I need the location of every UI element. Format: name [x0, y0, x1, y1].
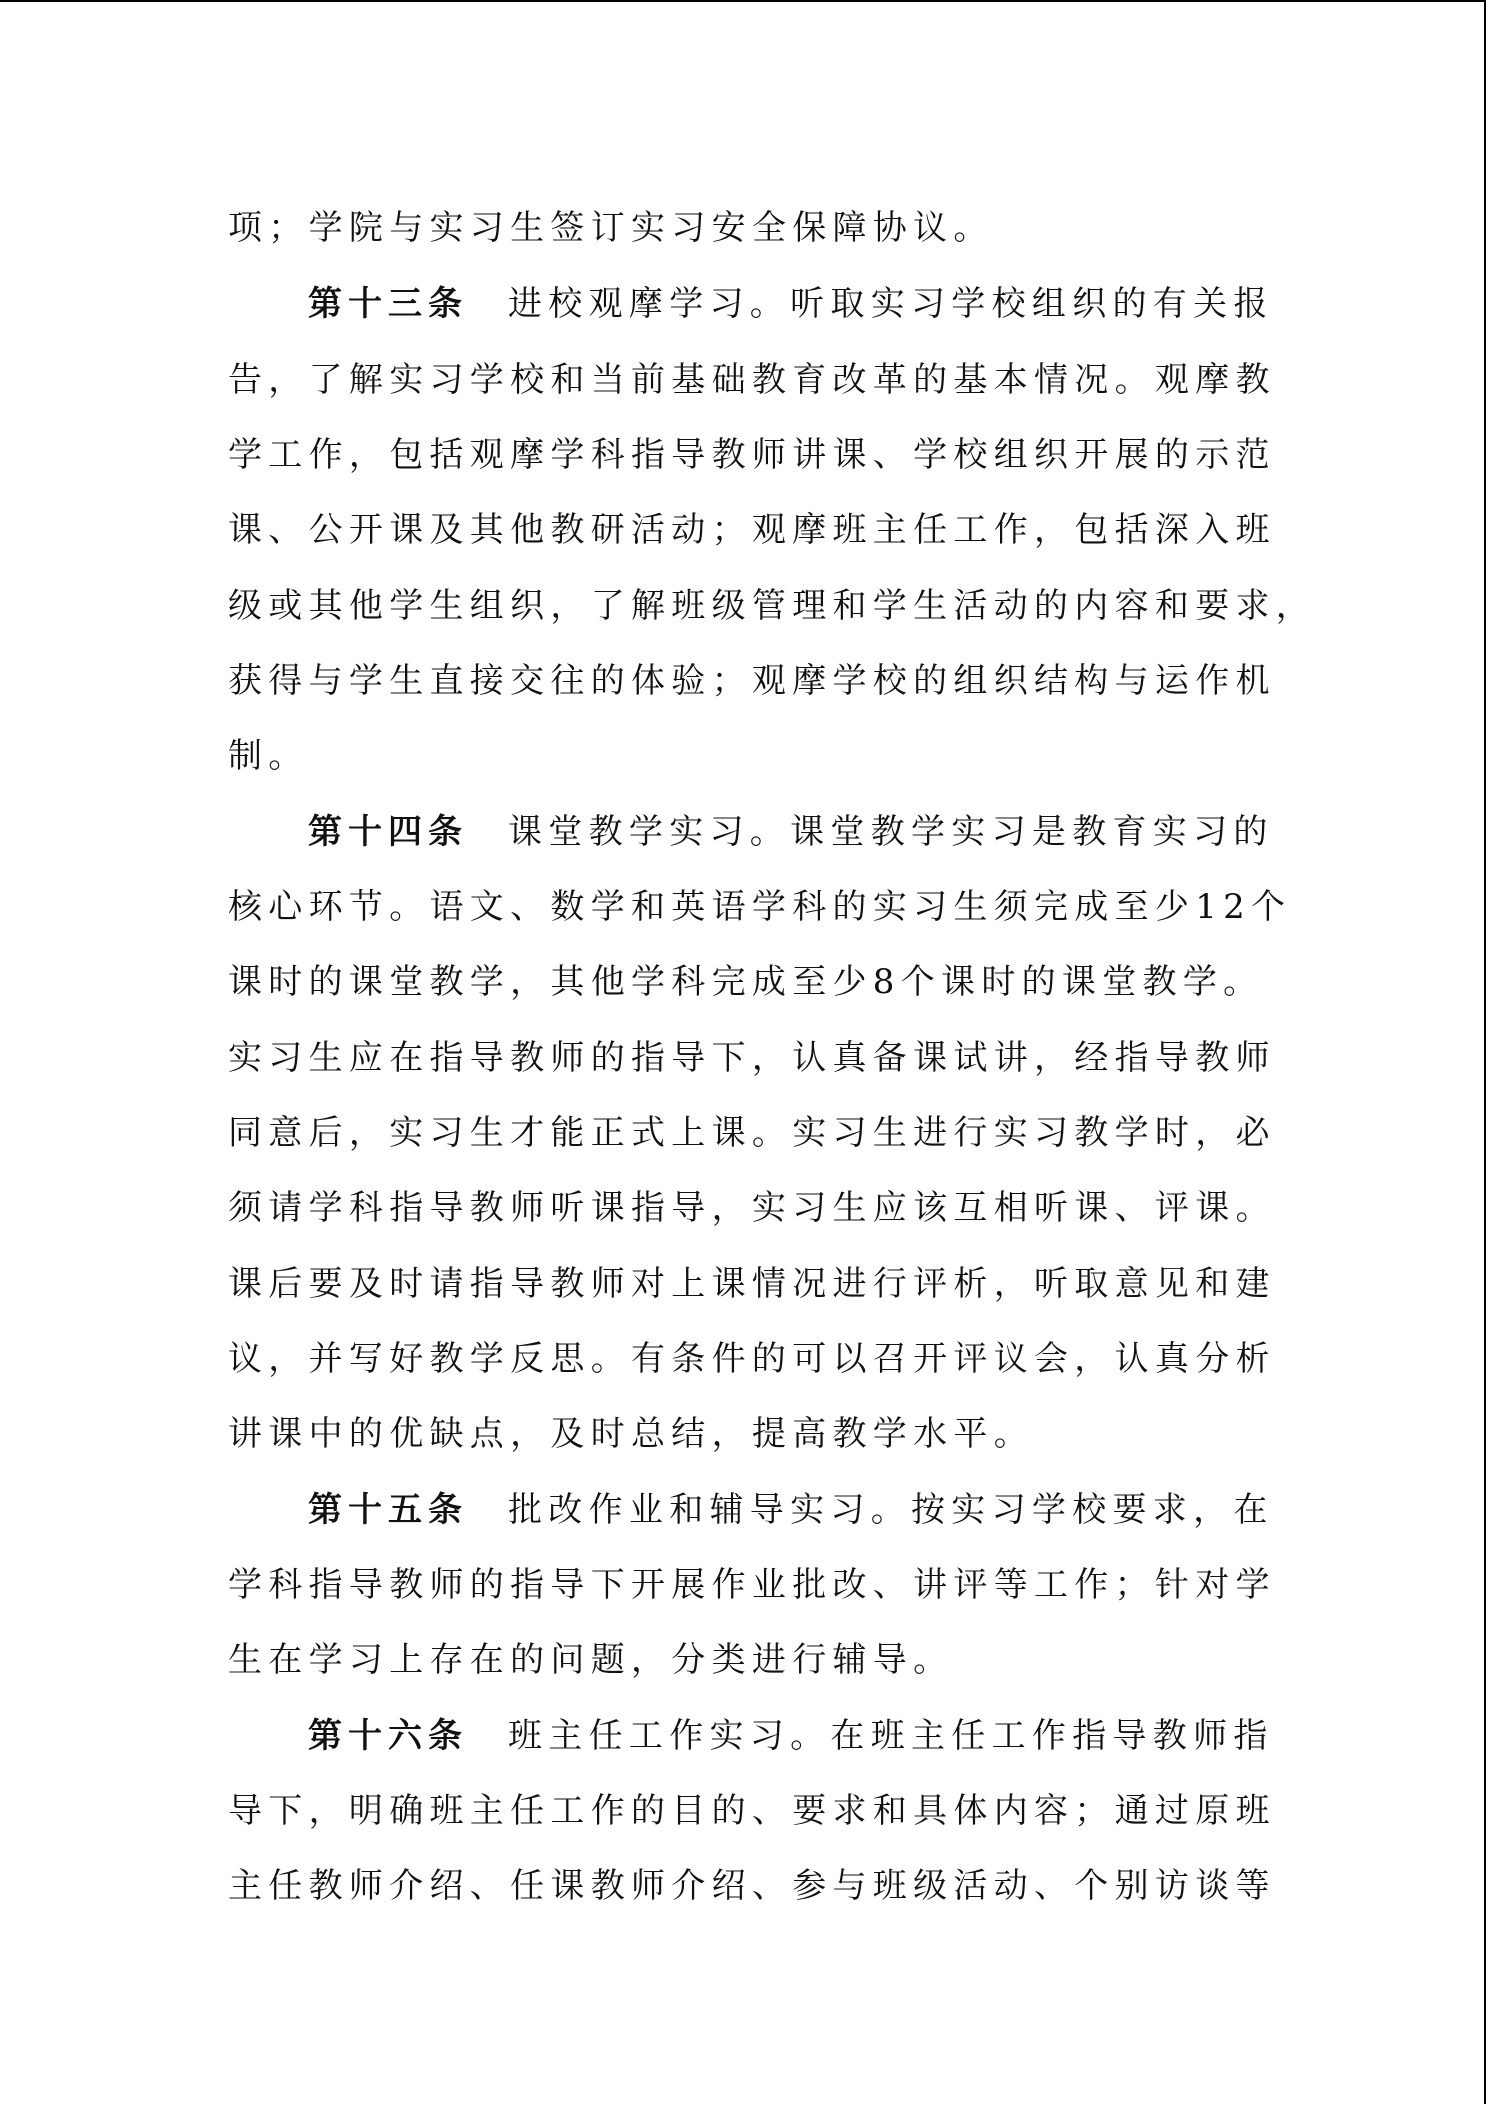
- line-text: 级或其他学生组织，了解班级管理和学生活动的内容和要求，: [228, 586, 1317, 626]
- article-number: 第十六条: [308, 1716, 468, 1756]
- line-text: 须请学科指导教师听课指导，实习生应该互相听课、评课。: [228, 1188, 1276, 1228]
- line-text: 获得与学生直接交往的体验；观摩学校的组织结构与运作机: [228, 661, 1276, 701]
- line-text: 课后要及时请指导教师对上课情况进行评析，听取意见和建: [228, 1264, 1276, 1304]
- article-number: 第十三条: [308, 284, 468, 324]
- line-text: 核心环节。语文、数学和英语学科的实习生须完成至少12个: [228, 887, 1292, 927]
- text-line: [228, 417, 1276, 493]
- line-text: 进校观摩学习。听取实习学校组织的有关报: [508, 284, 1274, 324]
- text-line: [228, 643, 1276, 719]
- article-heading-line: [308, 266, 1274, 342]
- line-text: 主任教师介绍、任课教师介绍、参与班级活动、个别访谈等: [228, 1866, 1276, 1906]
- text-line: [228, 190, 994, 266]
- article-heading-line: [308, 1698, 1274, 1774]
- text-line: [228, 1246, 1276, 1322]
- article-heading-line: [308, 1472, 1274, 1548]
- text-line: [228, 944, 1263, 1020]
- line-text: 同意后，实习生才能正式上课。实习生进行实习教学时，必: [228, 1113, 1276, 1153]
- text-line: [228, 1547, 1276, 1623]
- line-text: 项；学院与实习生签订实习安全保障协议。: [228, 208, 994, 248]
- text-line: [228, 342, 1276, 418]
- line-text: 生在学习上存在的问题，分类进行辅导。: [228, 1640, 954, 1680]
- line-text: 班主任工作实习。在班主任工作指导教师指: [508, 1716, 1274, 1756]
- text-line: [228, 1622, 953, 1698]
- text-line: [228, 1020, 1276, 1096]
- text-line: [228, 1773, 1276, 1849]
- line-text: 学工作，包括观摩学科指导教师讲课、学校组织开展的示范: [228, 435, 1276, 475]
- text-line: [228, 1095, 1276, 1171]
- line-text: 制。: [228, 736, 309, 776]
- article-heading-line: [308, 794, 1274, 870]
- line-text: 课堂教学实习。课堂教学实习是教育实习的: [508, 812, 1274, 852]
- text-line: [228, 568, 1316, 644]
- line-text: 课时的课堂教学，其他学科完成至少8个课时的课堂教学。: [228, 962, 1264, 1002]
- line-text: 导下，明确班主任工作的目的、要求和具体内容；通过原班: [228, 1791, 1276, 1831]
- line-text: 实习生应在指导教师的指导下，认真备课试讲，经指导教师: [228, 1038, 1276, 1078]
- article-number: 第十四条: [308, 812, 468, 852]
- line-text: 学科指导教师的指导下开展作业批改、讲评等工作；针对学: [228, 1565, 1276, 1605]
- line-text: 课、公开课及其他教研活动；观摩班主任工作，包括深入班: [228, 510, 1276, 550]
- line-text: 议，并写好教学反思。有条件的可以召开评议会，认真分析: [228, 1339, 1276, 1379]
- article-number: 第十五条: [308, 1490, 468, 1530]
- text-line: [228, 1396, 1034, 1472]
- text-line: [228, 1321, 1276, 1397]
- text-line: [228, 1848, 1276, 1924]
- line-text: 告，了解实习学校和当前基础教育改革的基本情况。观摩教: [228, 360, 1276, 400]
- line-text: 讲课中的优缺点，及时总结，提高教学水平。: [228, 1414, 1034, 1454]
- text-line: [228, 492, 1276, 568]
- text-line: [228, 1170, 1276, 1246]
- text-line: [228, 718, 309, 794]
- line-text: 批改作业和辅导实习。按实习学校要求，在: [508, 1490, 1274, 1530]
- text-line: [228, 869, 1291, 945]
